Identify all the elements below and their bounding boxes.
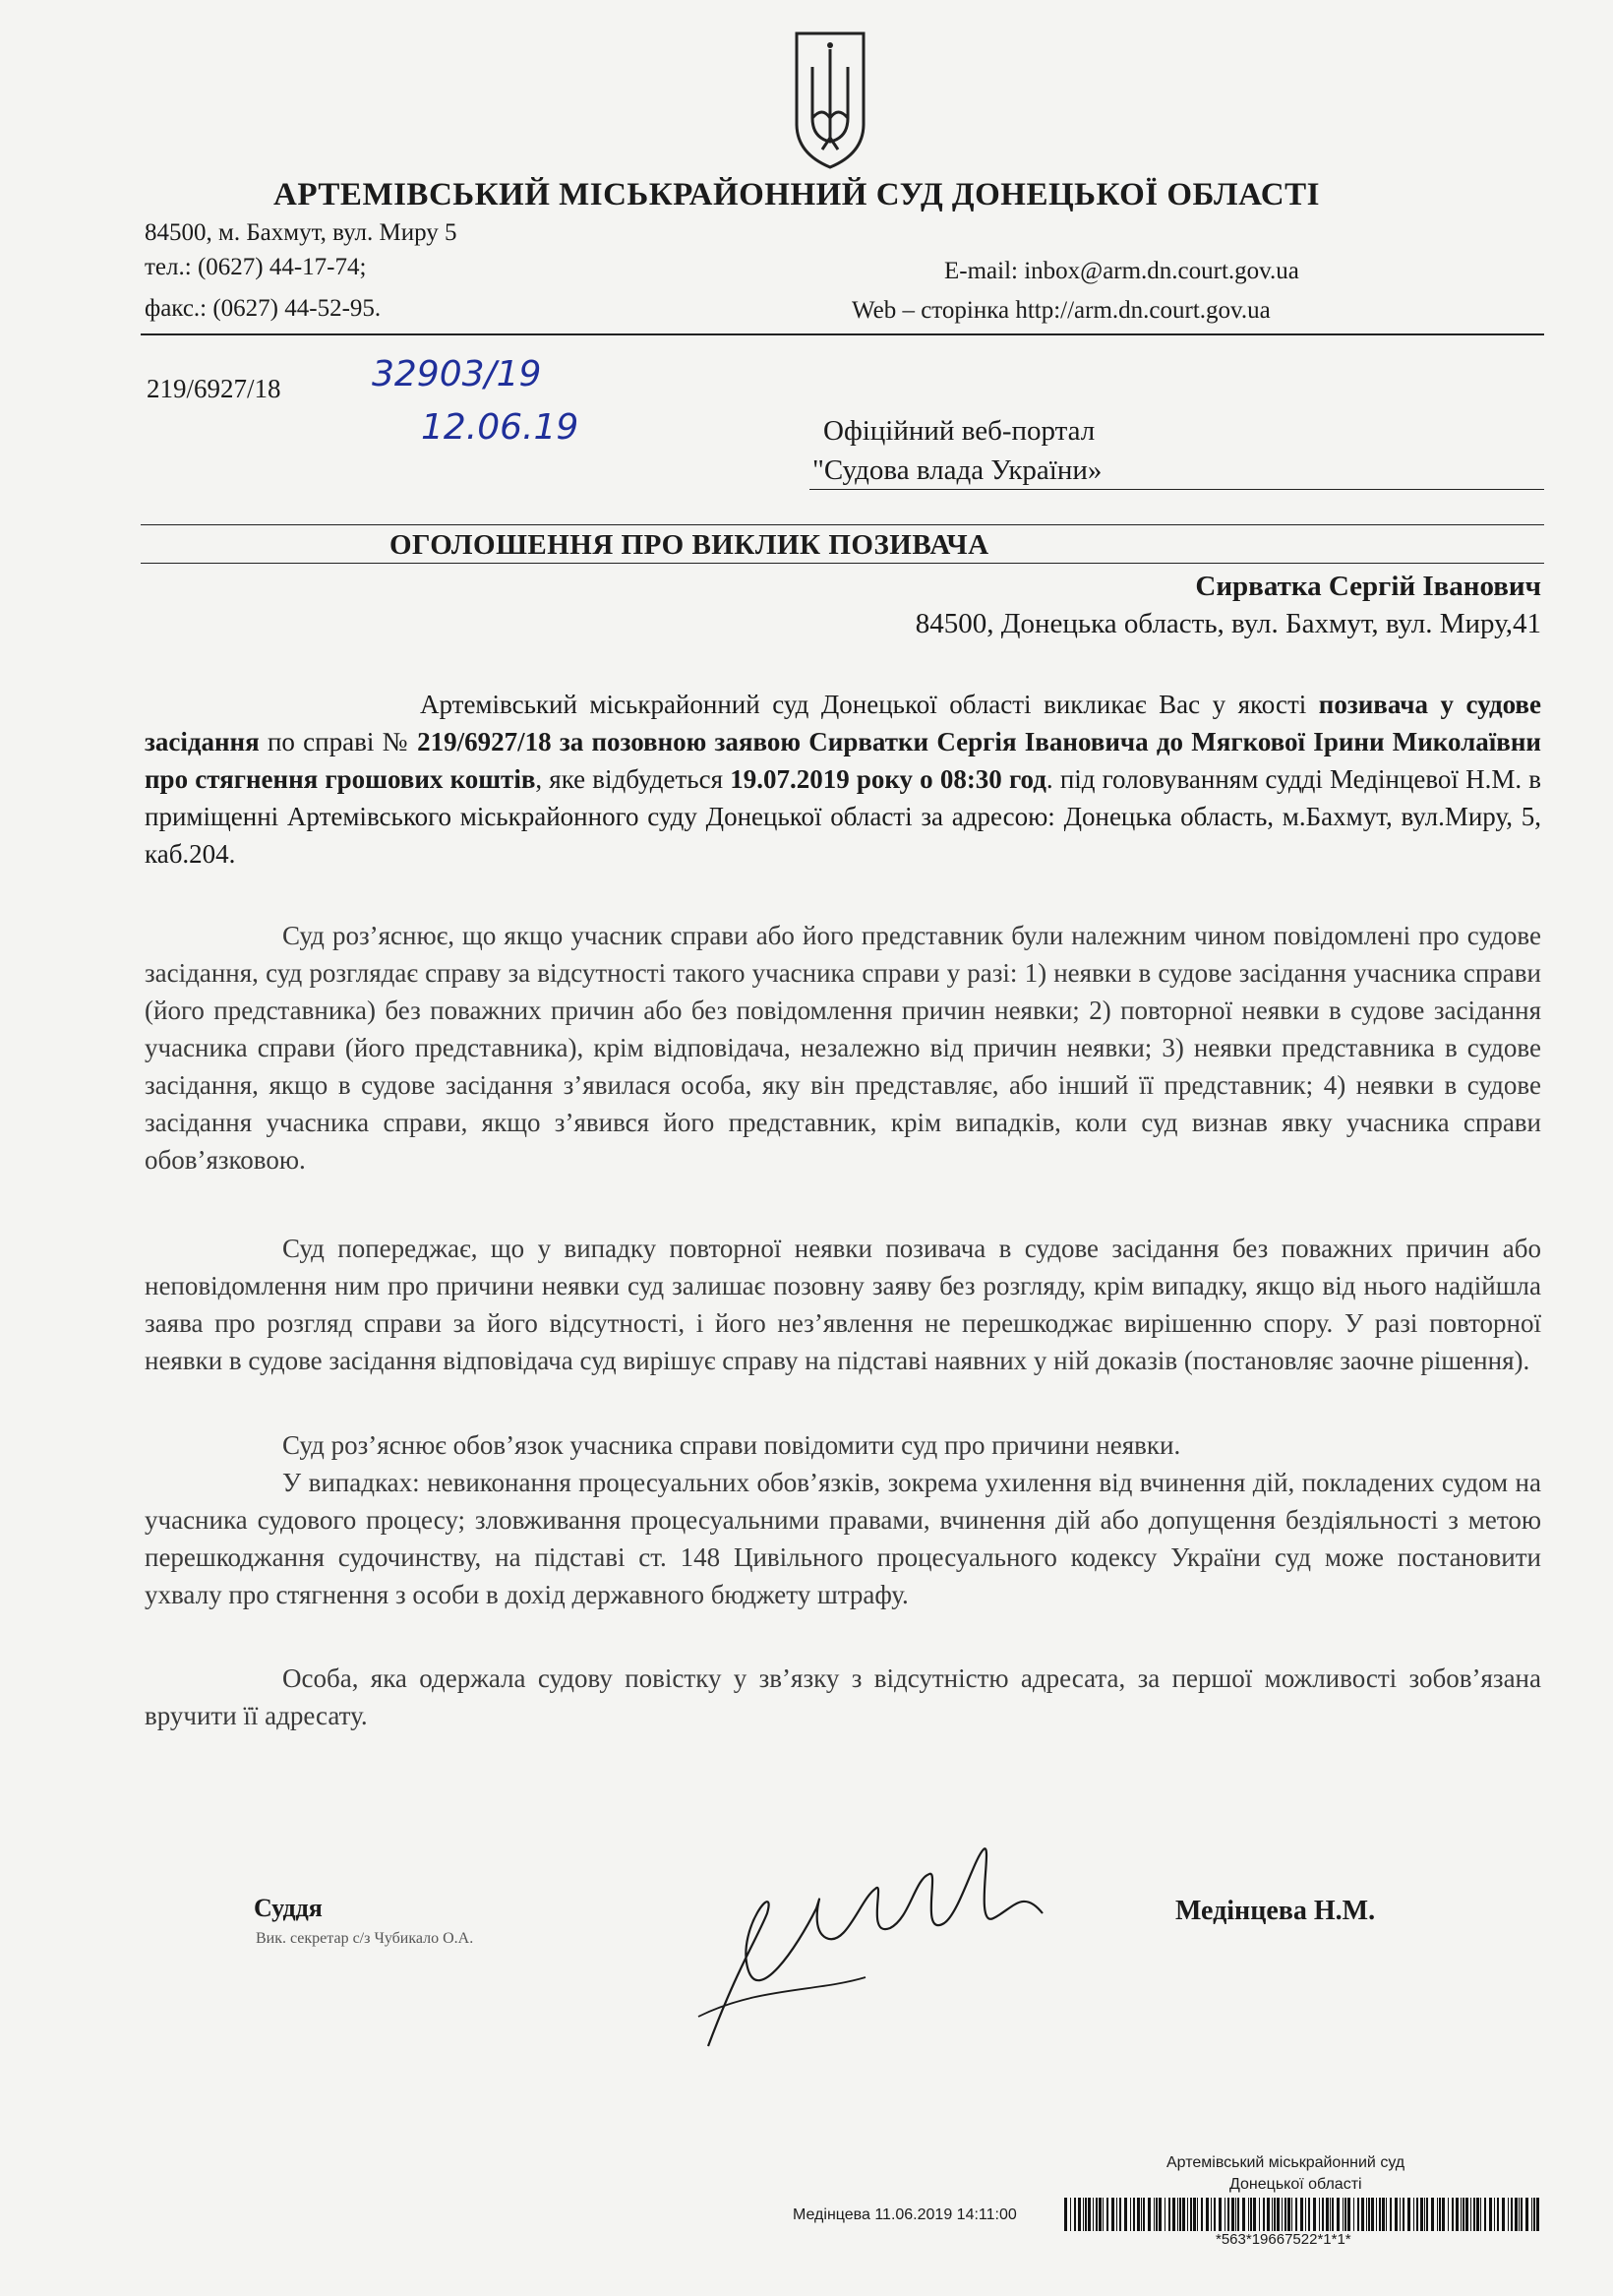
barcode-bar: [1078, 2198, 1081, 2231]
court-name: АРТЕМІВСЬКИЙ МІСЬКРАЙОННИЙ СУД ДОНЕЦЬКОЇ ОБЛАСТІ: [273, 177, 1320, 212]
barcode-bar: [1070, 2198, 1071, 2231]
barcode-bar: [1437, 2198, 1438, 2231]
judge-name: Медінцева Н.М.: [1175, 1896, 1376, 1926]
barcode-bar: [1074, 2198, 1076, 2231]
barcode-bar: [1248, 2198, 1249, 2231]
barcode-bar: [1119, 2198, 1121, 2231]
footer-court-line-2: Донецької області: [1229, 2176, 1362, 2193]
summons-text-3: , яке відбудеться: [535, 764, 731, 794]
notice-divider-top: [141, 524, 1544, 525]
barcode-bar: [1259, 2198, 1260, 2231]
barcode-bar: [1263, 2198, 1265, 2231]
barcode-bar: [1137, 2198, 1140, 2231]
barcode-bar: [1231, 2198, 1234, 2231]
barcode-bar: [1322, 2198, 1324, 2231]
barcode-bar: [1277, 2198, 1280, 2231]
footer-court-line-1: Артемівський міськрайонний суд: [1166, 2154, 1405, 2171]
barcode-bar: [1531, 2198, 1532, 2231]
barcode-bar: [1085, 2198, 1087, 2231]
header-divider: [141, 333, 1544, 335]
barcode-bar: [1521, 2198, 1523, 2231]
barcode-bar: [1484, 2198, 1486, 2231]
barcode-bar: [1357, 2198, 1359, 2231]
case-number: 219/6927/18: [147, 374, 281, 403]
summons-text-2: по справі №: [259, 727, 418, 756]
barcode-text: *563*19667522*1*1*: [1216, 2231, 1351, 2248]
secretary-note: Вик. секретар с/з Чубикало О.А.: [256, 1930, 474, 1947]
handwritten-signature: [679, 1820, 1072, 2066]
barcode-bar: [1250, 2198, 1252, 2231]
addressee-name: Сирватка Сергій Іванович: [1195, 571, 1541, 602]
summons-text-4: . під головуванням судді Медінцевої Н.М. в приміщенні Артемівського міськрайонного суду Донецької області за адресою: Донецька область, м.Бахмут, вул.Миру, 5, каб.204.: [145, 764, 1541, 869]
barcode-bar: [1193, 2198, 1196, 2231]
barcode-bar: [1187, 2198, 1188, 2231]
barcode-bar: [1284, 2198, 1286, 2231]
barcode-bar: [1515, 2198, 1518, 2231]
barcode-bar: [1476, 2198, 1479, 2231]
barcode: [1064, 2198, 1544, 2231]
barcode-bar: [1201, 2198, 1203, 2231]
barcode-bar: [1308, 2198, 1310, 2231]
notice-divider-bottom: [141, 563, 1544, 564]
barcode-bar: [1379, 2198, 1381, 2231]
barcode-bar: [1083, 2198, 1084, 2231]
barcode-bar: [1442, 2198, 1445, 2231]
barcode-bar: [1361, 2198, 1364, 2231]
coat-of-arms-icon: [793, 28, 867, 171]
court-email: E-mail: inbox@arm.dn.court.gov.ua: [944, 258, 1299, 284]
barcode-bar: [1395, 2198, 1398, 2231]
barcode-bar: [1508, 2198, 1509, 2231]
barcode-bar: [1390, 2198, 1392, 2231]
paragraph-delivery: Особа, яка одержала судову повістку у зв’язку з відсутністю адресата, за першої можливості зобов’язана вручити її адресату.: [145, 1663, 1541, 1730]
barcode-bar: [1093, 2198, 1094, 2231]
barcode-bar: [1156, 2198, 1158, 2231]
barcode-bar: [1416, 2198, 1418, 2231]
barcode-bar: [1489, 2198, 1492, 2231]
barcode-bar: [1426, 2198, 1428, 2231]
barcode-bar: [1253, 2198, 1256, 2231]
summons-role: позивача у судове засідання: [145, 690, 1541, 756]
barcode-bar: [1330, 2198, 1331, 2231]
barcode-bar: [1473, 2198, 1475, 2231]
barcode-bar: [1386, 2198, 1387, 2231]
barcode-bar: [1452, 2198, 1454, 2231]
barcode-bar: [1182, 2198, 1185, 2231]
barcode-bar: [1211, 2198, 1212, 2231]
barcode-bar: [1313, 2198, 1316, 2231]
court-website: Web – сторінка http://arm.dn.court.gov.ua: [852, 297, 1271, 324]
barcode-bar: [1106, 2198, 1108, 2231]
court-address: 84500, м. Бахмут, вул. Миру 5: [145, 219, 457, 246]
barcode-bar: [1461, 2198, 1462, 2231]
paragraph-penalties: У випадках: невиконання процесуальних обов’язків, зокрема ухилення від вчинення дій, покладених судом на учасника судового процесу; зловживання процесуальними правами, вчинення дій або допущення бездіяльності з метою перешкоджання судочинству, на підставі ст. 148 Цивільного процесуального кодексу України суд може постановити ухвалу про стягнення з особи в дохід державного бюджету штрафу.: [145, 1468, 1541, 1609]
barcode-bar: [1291, 2198, 1292, 2231]
barcode-bar: [1103, 2198, 1104, 2231]
recipient-line-1: Офіційний веб-портал: [823, 415, 1096, 447]
barcode-bar: [1237, 2198, 1239, 2231]
barcode-bar: [1130, 2198, 1131, 2231]
notice-title: ОГОЛОШЕННЯ ПРО ВИКЛИК ПОЗИВАЧА: [389, 529, 989, 561]
barcode-bar: [1242, 2198, 1245, 2231]
barcode-bar: [1344, 2198, 1346, 2231]
barcode-bar: [1287, 2198, 1290, 2231]
barcode-bar: [1177, 2198, 1178, 2231]
barcode-bar: [1124, 2198, 1127, 2231]
barcode-bar: [1382, 2198, 1385, 2231]
barcode-bar: [1267, 2198, 1270, 2231]
barcode-bar: [1502, 2198, 1505, 2231]
court-phone: тел.: (0627) 44-17-74;: [145, 254, 367, 280]
handwritten-registration-date: 12.06.19: [421, 407, 579, 448]
barcode-bar: [1064, 2198, 1067, 2231]
barcode-bar: [1413, 2198, 1414, 2231]
barcode-bar: [1148, 2198, 1151, 2231]
barcode-bar: [1347, 2198, 1350, 2231]
barcode-bar: [1376, 2198, 1377, 2231]
court-fax: факс.: (0627) 44-52-95.: [145, 295, 382, 322]
barcode-bar: [1143, 2198, 1145, 2231]
barcode-bar: [1480, 2198, 1481, 2231]
barcode-bar: [1295, 2198, 1297, 2231]
barcode-bar: [1111, 2198, 1114, 2231]
barcode-bar: [1494, 2198, 1495, 2231]
barcode-bar: [1407, 2198, 1410, 2231]
barcode-bar: [1519, 2198, 1520, 2231]
barcode-bar: [1190, 2198, 1192, 2231]
barcode-bar: [1337, 2198, 1340, 2231]
barcode-bar: [1533, 2198, 1535, 2231]
handwritten-registration-number: 32903/19: [372, 354, 542, 394]
barcode-bar: [1403, 2198, 1404, 2231]
barcode-bar: [1305, 2198, 1306, 2231]
paragraph-duty-to-notify: Суд роз’яснює обов’язок учасника справи повідомити суд про причини неявки.: [282, 1430, 1181, 1460]
paragraph-warning: Суд попереджає, що у випадку повторної неявки позивача в судове засідання без поважних причин або неповідомлення ним про причини неявки суд залишає позовну заяву без розгляду, крім випадку, якщо від нього надійшла заява про розгляд справи за його відсутності, і його нез’явлення не перешкоджає вирішенню спору. У разі повторної неявки в судове засідання відповідача суд вирішує справу на підставі наявних у ній доказів (постановляє заочне рішення).: [145, 1234, 1541, 1375]
barcode-bar: [1431, 2198, 1434, 2231]
summons-case: 219/6927/18 за позовною заявою Сирватки Сергія Івановича до Мягкової Ірини Миколаївни про стягнення грошових коштів: [145, 727, 1541, 794]
barcode-bar: [1219, 2198, 1222, 2231]
barcode-bar: [1141, 2198, 1142, 2231]
barcode-bar: [1159, 2198, 1162, 2231]
paragraph-absence-rules: Суд роз’яснює, що якщо учасник справи або його представник були належним чином повідомлені про судове засідання, суд розглядає справу за відсутності такого учасника справи у разі: 1) неявки в судове засідання учасника справи (його представника) без поважних причин або без повідомлення причин неявки; 2) повторної неявки в судове засідання учасника справи (його представника), крім відповідача, незалежно від причин неявки; 3) неявки представника в судове засідання, якщо в судове засідання з’явилася особа, яку він представляє, або інший її представник; 4) неявки в судове засідання учасника справи, якщо з’явився його представник, крім випадків, коли суд визнав явку учасника справи обов’язковою.: [145, 921, 1541, 1175]
barcode-bar: [1099, 2198, 1102, 2231]
barcode-bar: [1272, 2198, 1273, 2231]
summons-text-1: Артемівський міськрайонний суд Донецької області викликає Вас у якості: [420, 690, 1319, 719]
barcode-bar: [1214, 2198, 1216, 2231]
barcode-bar: [1371, 2198, 1374, 2231]
barcode-bar: [1197, 2198, 1198, 2231]
barcode-bar: [1353, 2198, 1354, 2231]
addressee-address: 84500, Донецька область, вул. Бахмут, вул. Миру,41: [915, 608, 1541, 639]
barcode-bar: [1319, 2198, 1320, 2231]
barcode-bar: [1116, 2198, 1117, 2231]
paragraph-summons: [145, 686, 1541, 873]
barcode-bar: [1300, 2198, 1303, 2231]
barcode-bar: [1154, 2198, 1155, 2231]
barcode-bar: [1332, 2198, 1334, 2231]
barcode-bar: [1439, 2198, 1441, 2231]
barcode-bar: [1274, 2198, 1276, 2231]
barcode-bar: [1400, 2198, 1401, 2231]
barcode-bar: [1456, 2198, 1459, 2231]
barcode-bar: [1088, 2198, 1091, 2231]
barcode-bar: [1463, 2198, 1464, 2231]
barcode-bar: [1282, 2198, 1283, 2231]
barcode-bar: [1206, 2198, 1209, 2231]
barcode-bar: [1343, 2198, 1344, 2231]
barcode-bar: [1366, 2198, 1367, 2231]
barcode-bar: [1465, 2198, 1468, 2231]
barcode-bar: [1525, 2198, 1528, 2231]
barcode-bar: [1227, 2198, 1229, 2231]
barcode-bar: [1235, 2198, 1236, 2231]
barcode-bar: [1326, 2198, 1329, 2231]
barcode-bar: [1448, 2198, 1449, 2231]
barcode-bar: [1497, 2198, 1499, 2231]
barcode-bar: [1179, 2198, 1181, 2231]
recipient-line-2: "Судова влада України»: [812, 454, 1103, 486]
barcode-bar: [1511, 2198, 1513, 2231]
barcode-bar: [1420, 2198, 1423, 2231]
barcode-bar: [1470, 2198, 1471, 2231]
recipient-underline: [809, 489, 1544, 490]
footer-stamp: Медінцева 11.06.2019 14:11:00: [793, 2206, 1017, 2223]
barcode-bar: [1536, 2198, 1539, 2231]
barcode-bar: [1368, 2198, 1370, 2231]
barcode-bar: [1172, 2198, 1175, 2231]
barcode-bar: [1168, 2198, 1170, 2231]
barcode-bar: [1133, 2198, 1135, 2231]
signature-role: Суддя: [254, 1894, 323, 1922]
barcode-bar: [1096, 2198, 1098, 2231]
summons-datetime: 19.07.2019 року о 08:30 год: [730, 764, 1046, 794]
barcode-bar: [1424, 2198, 1425, 2231]
